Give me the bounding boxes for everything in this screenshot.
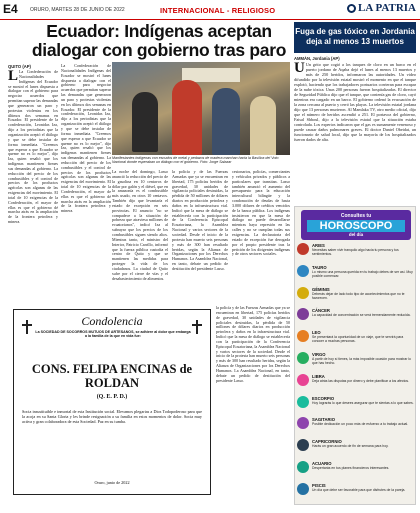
condolence-org: La SOCIEDAD DE SOCORROS MUTUOS DE ARTESANOS, se adhiere al dolor que embarga a la familia de la que en vida fue: [35,330,191,339]
horoscope-sign-géminis [297,287,415,309]
brand-name: LA PATRIA [358,2,416,14]
logo-mark-icon [347,4,356,13]
qepd-label: (Q. E. P. D.) [96,394,128,400]
horoscope-banner-sub: Consultes tu [340,213,372,219]
condolence-notice [13,309,211,495]
sign-text: Deja atrás las disputas por dinero y debe planificar a los afectos. [312,378,410,383]
condolence-date: Oruro, junio de 2022 [94,480,130,485]
column-text: La Confederación de Nacionalidades Indígenas del Ecuador se mostró el lunes dispuesta a dialogar con el gobierno para negociar acuerdos que permitan superar las demandas que generaron un paro y protestas violentas en los últimos dos semanas en Ecuador. El presidente de la confederación, Leonidas Iza, dijo a los periodistas que la organización aceptó el diálogo y que se debe instalar de forma inmediata. "Creemos que esperar a que Ecuador se queme no es lo mejor", dijo Iza, quien resaltó que los indígenas mantienen firmes sus demandas al gobierno. La reducción del precio de los combustibles y el control de precios de los productos agrícolas son algunas de las exigencias del movimiento. El total de 10 exigencias de la Confederación, el mayor de ellas es que el gobierno dé marcha atrás en la ampliación de la frontera petrolera y minera. [61,64,111,214]
condolence-body: Socia insustituible e inmortal de esta Institución social. Elevamos plegarias a Dios Todopoderoso para que la acoja en su Santa Gloria y les brinde resignación a su familia en estos momentos de dolor. Socia muy activa y gran colaboradora de esta Sociedad. Paz en su tumba. [22,409,202,424]
horoscope-sign-tauro [297,265,415,287]
sign-text: Harás un gran acuerdo de fin de semana para hoy. [312,444,389,449]
sign-name: LIBRA [312,373,325,379]
column-text: la policía y de las Fuerzas Armadas que ya se encuentran en libertad, 175 policías heridos de gravedad, 30 unidades de vigilancia policiales destruidas, la pérdida de 50 millones de dólares diarios en producción petrolera y daños en la infraestructura vial. Indicó que la mesa de diálogo se establecería con la participación de la Conferencia Episcopal Ecuatoriana, la Asamblea Nacional y varios sectores de la sociedad. Desde el inicio de la protesta han muerto seis personas y más de 300 han resultado heridas, según la Alianza de Organizaciones por los Derechos Humanos. La Asamblea Nacional, en tanto, debate un pedido de destitución del presidente Lasso. [216,306,290,383]
section-title: INTERNACIONAL - RELIGIOSO [160,6,276,15]
photo-figure [172,80,202,155]
main-headline: Ecuador: Indígenas aceptan dialogar con gobierno tras paro [31,21,287,60]
column-text: La Confederación de Nacionalidades Indígenas del Ecuador se mostró el lunes dispuesta a dialogar con el gobierno para negociar acuerdos que permitan superar las demandas que generaron un paro y protestas violentas en los últimos dos semanas en Ecuador. El presidente de la confederación, Leonidas Iza, dijo a los periodistas que la organización aceptó el diálogo y que se debe instalar de forma inmediata. "Creemos que esperar a que Ecuador se queme no es lo mejor", dijo Iza, quien resaltó que los indígenas mantienen firmes sus demandas al gobierno. La reducción del precio de los combustibles y el control de precios de los productos agrícolas son algunas de las exigencias del movimiento. El total de 10 exigencias de la Confederación, el mayor de ellas es que el gobierno dé marcha atrás en la ampliación de la frontera petrolera y minera. [8,69,58,225]
sign-text: Un día que debe ser favorable para que disfrutes de la pareja. [312,487,406,492]
photo-figure [132,92,158,152]
main-byline: QUITO (AP) [8,64,31,69]
horoscope-sign-sagitario [297,417,415,439]
zodiac-icon [297,308,309,320]
column-text: la policía y de las Fuerzas Armadas que ya se encuentran en libertad, 175 policías heridos de gravedad, 30 unidades de vigilancia policiales destruidas, la pérdida de 50 millones de dólares diarios en producción petrolera y daños en la infraestructura vial. Indicó que la mesa de diálogo se establecería con la participación de la Conferencia Episcopal Ecuatoriana, la Asamblea Nacional y varios sectores de la sociedad. Desde el inicio de la protesta han muerto seis personas y más de 300 han resultado heridas, según la Alianza de Organizaciones por los Derechos Humanos. La Asamblea Nacional, en tanto, debate un pedido de destitución del presidente Lasso. [172,170,228,271]
protest-photo [112,62,290,155]
zodiac-icon [297,374,309,386]
zodiac-icon [297,265,309,277]
article-column-1 [8,64,58,304]
sign-text: Despertarás en tus planes financieros interesantes. [312,466,390,470]
side-article [294,56,416,204]
deceased-name: CONS. FELIPA ENCINAS de ROLDAN [31,362,193,390]
drop-cap: L [8,68,19,84]
zodiac-icon [297,287,309,299]
sign-name: TAURO [312,264,327,270]
sign-text: A partir de hoy sí tienes, la más imposible ocasión para mostrar lo que has hecho. [312,357,411,365]
horoscope-box [294,206,416,505]
zodiac-icon [297,396,309,408]
horoscope-banner-tail: del día [348,232,364,237]
newspaper-logo [347,2,416,14]
sign-text: Posible dedicación un poco más de esfuerzo a tu trabajo actual. [312,422,409,427]
sign-name: LEO [312,330,321,336]
horoscope-sign-aries [297,243,415,265]
sign-name: ARIES [312,243,325,248]
sign-name: VIRGO [312,352,326,357]
horoscope-banner [301,210,411,240]
sign-name: ESCORPIO [312,395,335,401]
sign-text: Deberás dejar de lado todo tipo de acontecimientos que no te favorecen. [312,291,405,300]
article-column-3 [172,170,228,304]
side-article-text: Un grito que cogió a los tanques de cloro en un barco en el puerto jordano de Aqaba dejó el lunes al menos 13 muertos y más de 250 heridos, informaron las autoridades. Un video difundido por la televisión estatal mostró el momento en que el tanque explotó, haciendo que los trabajadores portuarios corrieran para escapar de la nube tóxica. Unas 200 personas fueron hospitalizadas. El director de Seguridad Pública dijo que el tanque, que contenía gas de cloro, cayó mientras era cargado en un barco. El gobierno ordenó la evacuación de la zona cercana al puerto y cerró las playas. La televisión estatal jordana dijo que 13 personas murieron. Al Mamlaka TV, otro medio oficial, dijo que el número de heridos ascendió a 251. El portavoz del gobierno, Faisal Shboul, dijo a la televisión estatal que la situación estaba controlada. Los expertos indicaron que el gas es sumamente venenoso y puede causar daños pulmonares graves. El doctor Daniel Obeidat, un funcionario de salud local, dijo que la mayoría de los hospitalizados fueron dados de alta. [294,62,416,142]
page-header [0,0,420,20]
condolence-title: Condolencia [81,314,143,328]
sign-name: SAGITARIO [312,417,335,423]
article-column-1b [61,64,111,304]
photo-figure [212,88,240,155]
horoscope-sign-virgo [297,352,415,374]
zodiac-icon [297,483,309,495]
horoscope-banner-title: HOROSCOPO [307,220,405,232]
zodiac-icon [297,352,309,364]
horoscope-sign-cáncer [297,308,415,330]
sign-name: CÁNCER [312,308,330,314]
sign-text: Hoy lograrás lo que desees asegurar que te sientas a lo que sabes. [312,400,414,405]
sign-name: PISCIS [312,482,326,488]
sign-name: ACUARIO [312,461,332,466]
horoscope-sign-libra [297,374,415,396]
sign-name: CAPRICORNIO [312,439,342,445]
horoscope-sign-leo [297,330,415,352]
photo-caption: Manifestantes indígenas con escudos de metal y pedazos de madera marchan hacia la Basílica del Voto Nacional donde esperaban un diálogo con el gobierno. Foto: Jorge Salazar [112,156,279,165]
zodiac-icon [297,417,309,429]
article-column-4 [232,170,290,304]
horoscope-sign-acuario [297,461,415,483]
column-text: La noche del domingo, Lasso anunció la reducción del precio de la gasolina en 10 centavos de dólar por galón y el diésel, que en la amazonía es el combustible más usado, en otros 10 centavos. También dijo que levantaría el estado de excepción en seis provincias. El anuncio "no se compadece a la situación de pobreza que atraviesa millones de ecuatorianos", indicó Iza al subrayar que los precios de los combustibles siguen siendo altos. Mientras tanto, el ministro del Interior, Patricio Carrillo, informó que la fuerza pública custodia el centro de Quito y que se mantienen las medidas para proteger la vida de los ciudadanos. La ciudad de Quito sufre por el cierre de vías y el desabastecimiento de alimentos. [112,170,168,281]
sign-name: GÉMINIS [312,286,330,292]
sign-text: Se presentará la oportunidad de un viaje, que te servirá para conocer a muchas personas. [312,335,404,344]
horoscope-sign-piscis [297,483,415,505]
photo-figure [250,96,276,155]
dateline: ORURO, MARTES 28 DE JUNIO DE 2022 [30,7,125,13]
sign-text: Necesitas saber vivir tranquilo algo hacia tu persona y tus sentimientos. [312,248,399,256]
column-text: cesionarios, policías, comerciantes y vehículos privados y públicos a particulares que transitan. Lasso también anunció el aumento del presupuesto para la educación intercultural bilingüe y la condonación de deudas de hasta 3.000 dólares de créditos vencidos de la banca pública. Los indígenas insistieron en que la mesa de diálogo no puede desarrollarse mientras haya represión en las calles y no se cumplan todas sus exigencias. La declaratoria del estado de excepción fue derogada por el propio presidente tras la petición de los dirigentes indígenas y de otros sectores sociales. [232,170,290,257]
zodiac-icon [297,243,309,255]
sign-text: Lo mismo una persona querida en tu trabajo debes de ser así. Muy posible comenzar. [312,269,413,278]
zodiac-icon [297,330,309,342]
horoscope-sign-capricornio [297,439,415,461]
zodiac-icon [297,461,309,473]
page-number: E4 [3,2,18,16]
side-byline: AMMÁN, Jordania (AP) [294,56,340,61]
sign-text: La capacidad de concentración se verá tremendamente reducida. [312,313,411,318]
zodiac-icon [297,439,309,451]
article-column-5 [216,306,290,506]
drop-cap: U [294,60,305,76]
side-headline: Fuga de gas tóxico en Jordania deja al menos 13 muertos [294,22,416,53]
article-column-2 [112,170,168,304]
horoscope-sign-escorpio [297,396,415,418]
